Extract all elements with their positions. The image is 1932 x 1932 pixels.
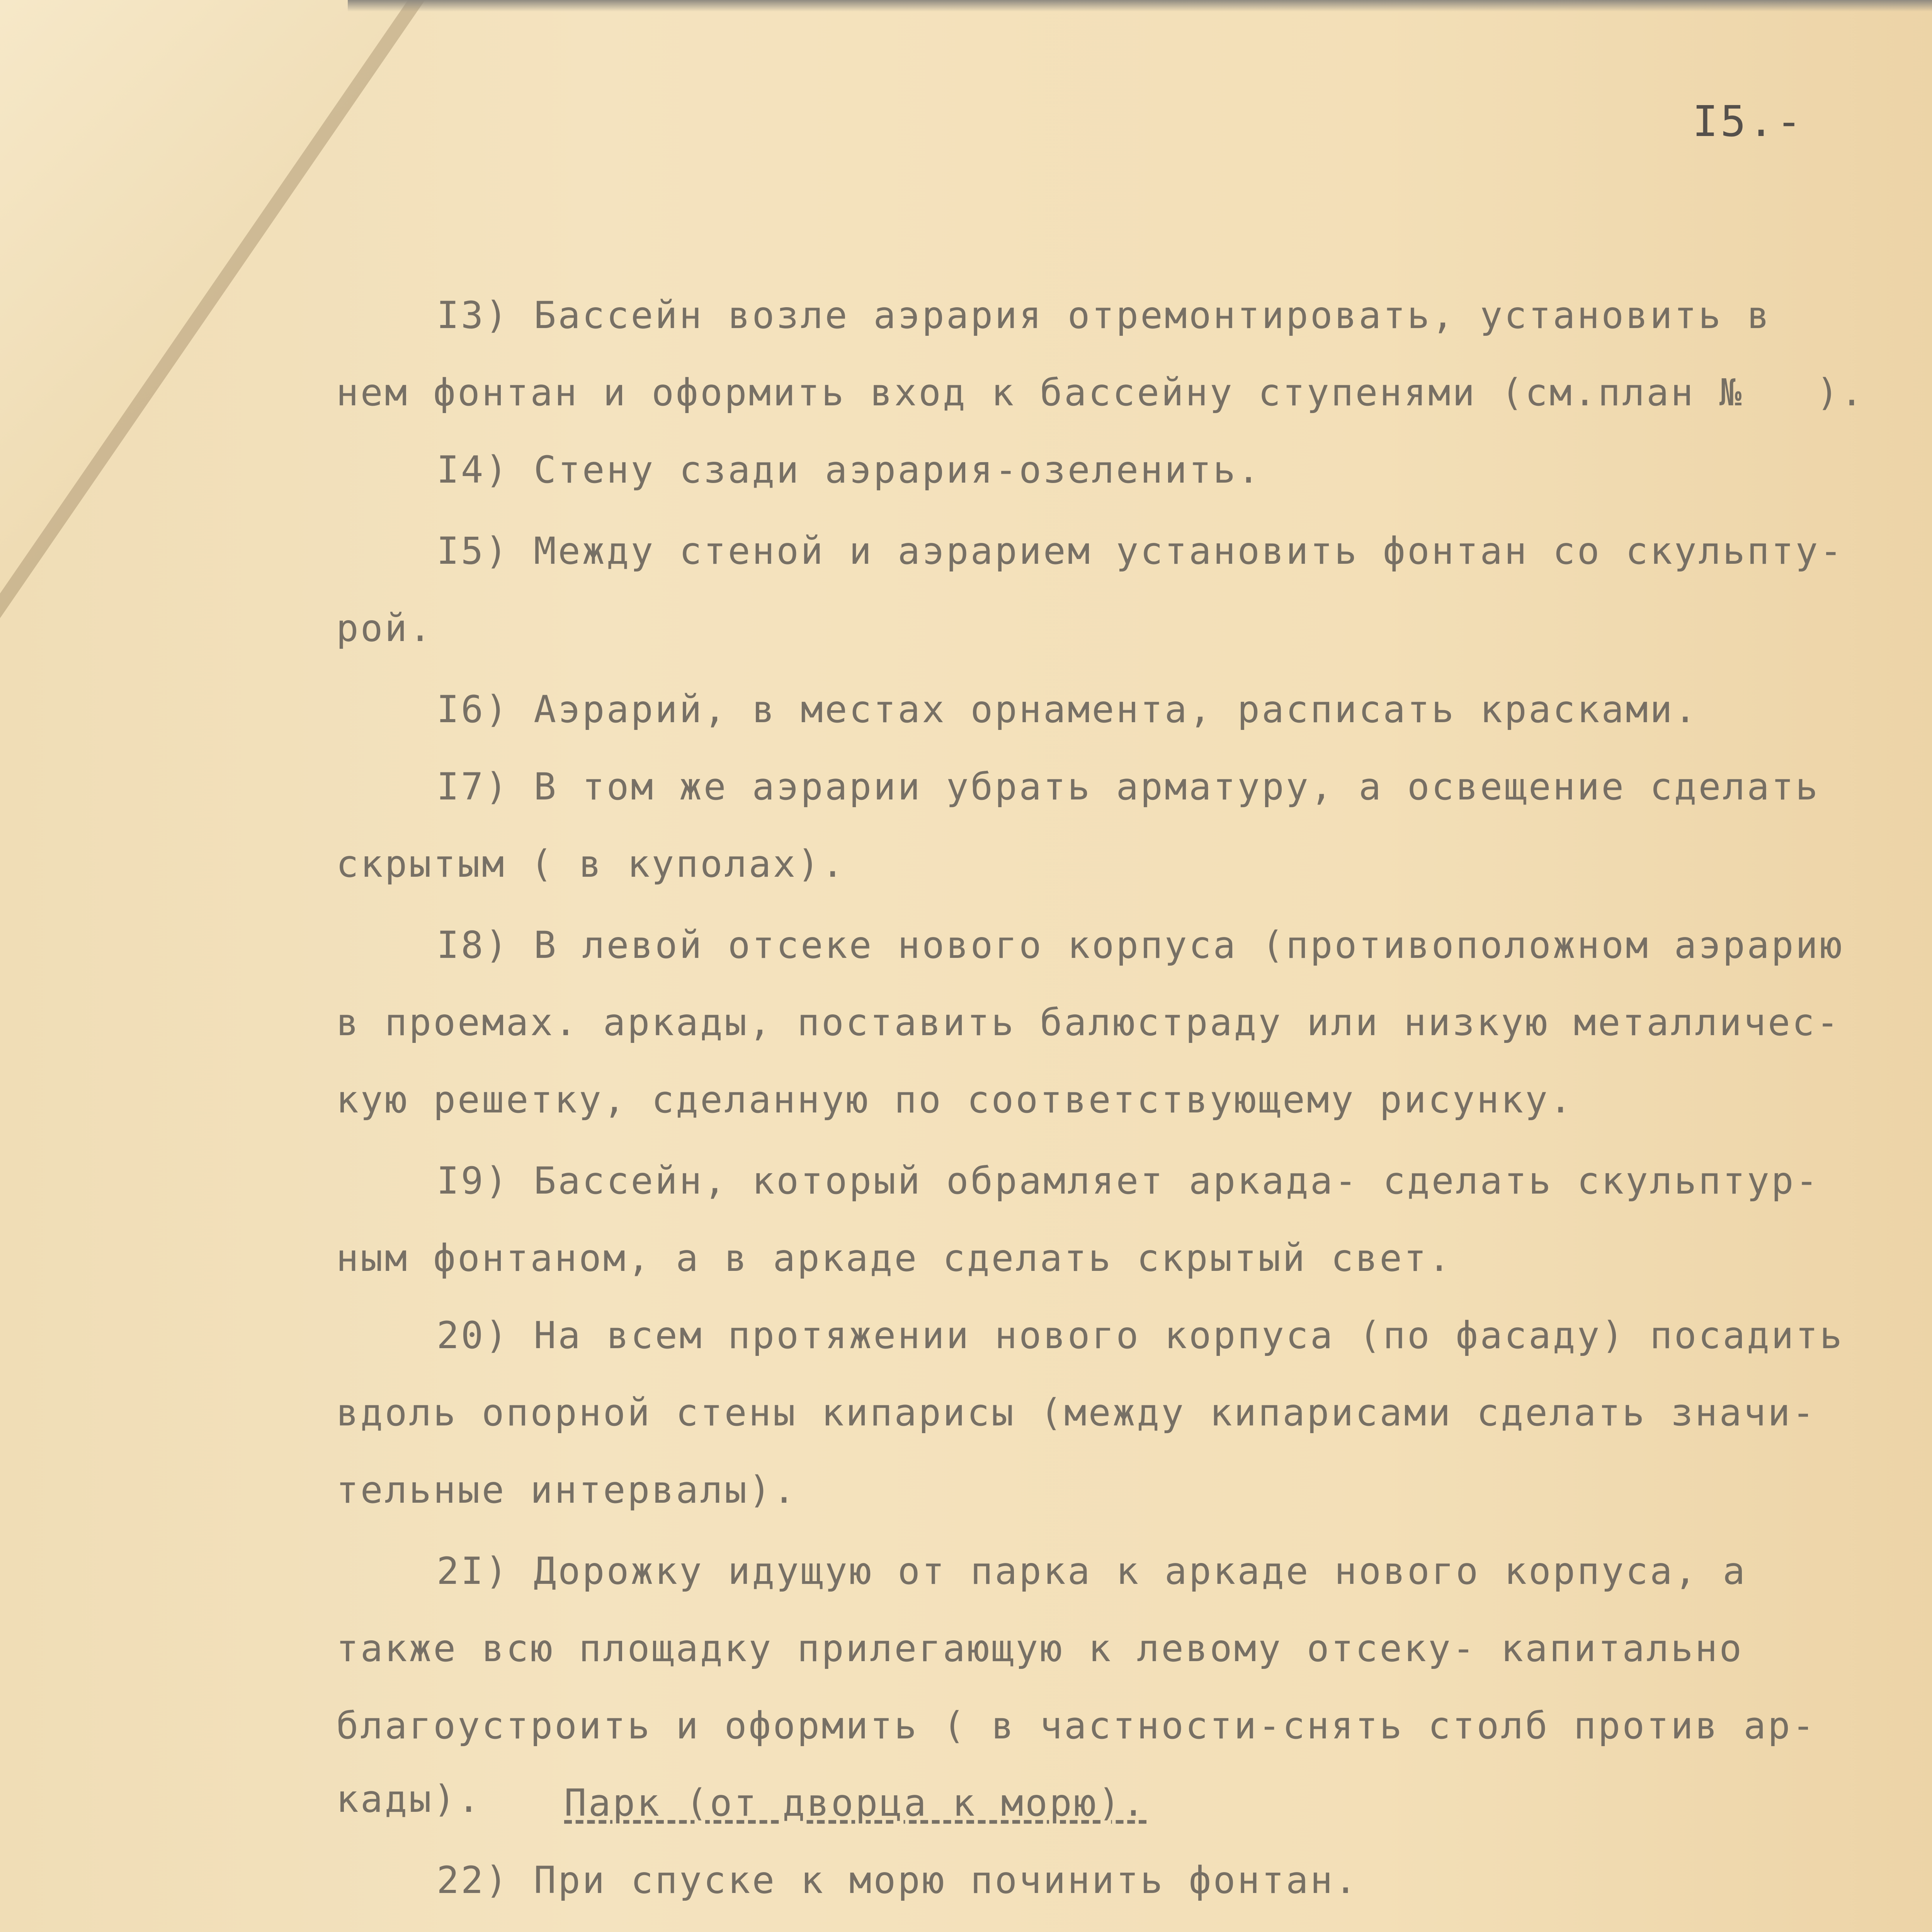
text-line: ным фонтаном, а в аркаде сделать скрытый свет. [336,1236,1452,1280]
text-line: кады). [336,1777,482,1821]
text-line: тельные интервалы). [336,1468,798,1512]
text-line: I5) Между стеной и аэрарием установить фонтан со скульпту- [437,529,1844,573]
text-line: I6) Аэрарий, в местах орнамента, расписать красками. [437,688,1699,731]
text-line: I9) Бассейн, который обрамляет аркада- сделать скульптур- [437,1159,1820,1202]
text-line: в проемах. аркады, поставить балюстраду или низкую металличес- [336,1001,1841,1044]
text-line: I8) В левой отсеке нового корпуса (противоположном аэрарию [437,923,1844,967]
text-line: I7) В том же аэрарии убрать арматуру, а освещение сделать [437,765,1820,808]
text-line: 20) На всем протяжении нового корпуса (по фасаду) посадить [437,1314,1844,1357]
text-line: 2I) Дорожку идущую от парка к аркаде нового корпуса, а [437,1549,1747,1593]
section-heading: Парк (от дворца к морю). [564,1781,1147,1825]
text-line: нем фонтан и оформить вход к бассейну ступенями (см.план № ). [336,371,1865,414]
text-line: I3) Бассейн возле аэрария отремонтировать, установить в [437,294,1771,337]
text-line: также всю площадку прилегающую к левому отсеку- капитально [336,1627,1744,1670]
text-line: 22) При спуске к морю починить фонтан. [437,1859,1359,1902]
top-edge-shadow [348,0,1932,12]
text-line: скрытым ( в куполах). [336,842,846,886]
text-line: I4) Стену сзади аэрария-озеленить. [437,448,1262,492]
text-line: кую решетку, сделанную по соответствующему рисунку. [336,1078,1574,1121]
text-line: благоустроить и оформить ( в частности-снять столб против ар- [336,1704,1816,1747]
text-line: вдоль опорной стены кипарисы (между кипарисами сделать значи- [336,1391,1816,1434]
text-line: рой. [336,607,434,650]
page-number: I5.- [1692,97,1804,146]
